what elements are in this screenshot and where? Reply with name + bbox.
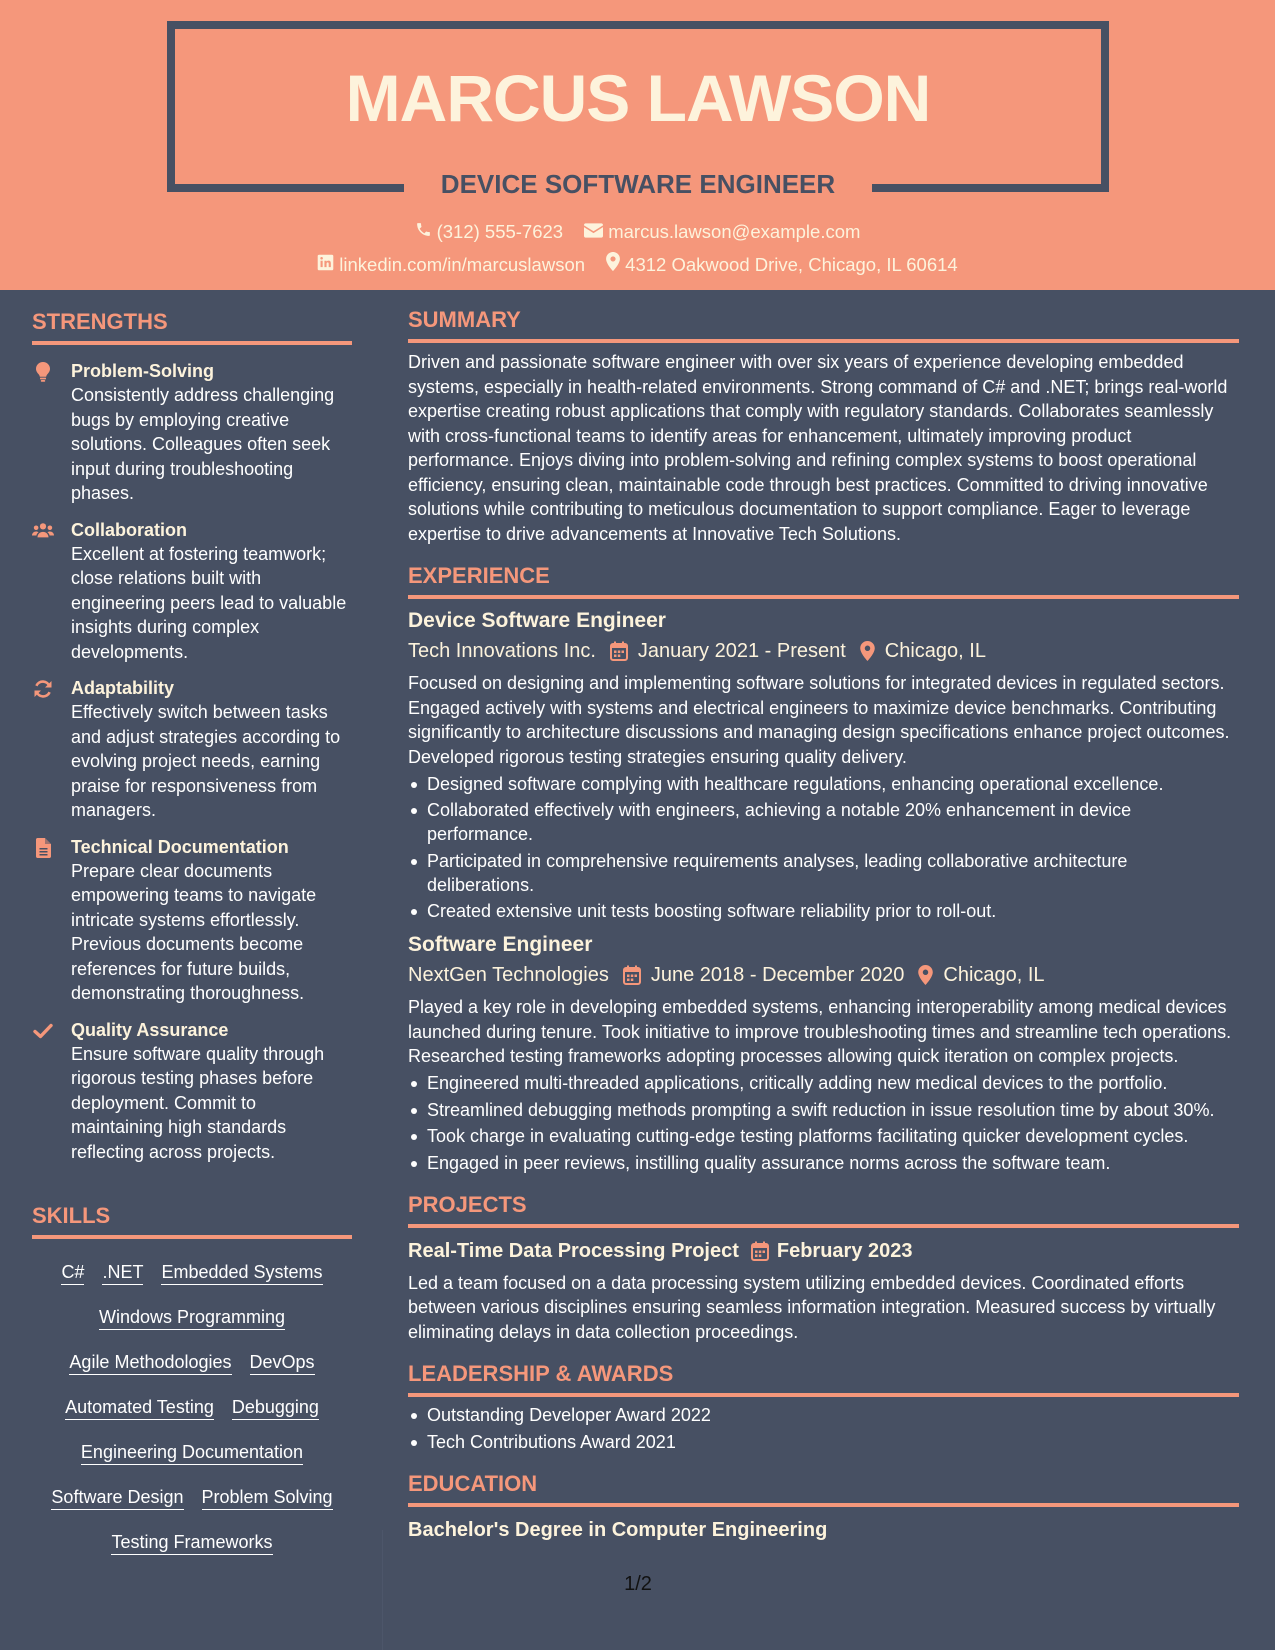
award-item: Tech Contributions Award 2021 <box>408 1430 1239 1454</box>
project-description: Led a team focused on a data processing system utilizing embedded devices. Coordinated efforts between various disciplines ensuring seamless information integration. Measured success by virtually eliminating delays in data collection proceedings. <box>408 1272 1216 1342</box>
skills-section <box>32 1184 352 1564</box>
strength-item <box>32 518 352 665</box>
sidebar <box>32 290 352 1564</box>
skills-row <box>36 1339 348 1384</box>
skill-tag: .NET <box>102 1261 143 1285</box>
strength-item <box>32 1018 352 1165</box>
skill-tag: Embedded Systems <box>161 1261 322 1285</box>
projects-heading: PROJECTS <box>408 1175 1239 1228</box>
strength-desc: Consistently address challenging bugs by employing creative solutions. Colleagues often seek input during troubleshooting phases. <box>71 385 335 503</box>
contact-row-2 <box>0 252 1275 277</box>
strength-desc: Ensure software quality through rigorous testing phases before deployment. Commit to maintaining high standards reflecting across projects. <box>71 1043 325 1162</box>
skill-tag: Software Design <box>51 1486 183 1510</box>
frame-line-left <box>167 184 404 192</box>
bullet-item: Engaged in peer reviews, instilling quality assurance norms across the software team. <box>408 1151 1239 1175</box>
strengths-heading: STRENGTHS <box>32 290 352 345</box>
experience-heading: EXPERIENCE <box>408 546 1239 599</box>
strength-item <box>32 359 352 506</box>
bullet-item: Participated in comprehensive requirements analyses, leading collaborative architecture deliberations. <box>408 849 1239 897</box>
job-dates: January 2021 - Present <box>637 640 846 662</box>
address-contact <box>606 252 958 277</box>
project-header <box>408 1238 1239 1264</box>
email-contact[interactable] <box>584 220 860 244</box>
skills-row <box>36 1474 348 1519</box>
job-meta <box>408 638 1239 664</box>
document-icon <box>32 838 54 858</box>
education-degree: Bachelor's Degree in Computer Engineering <box>408 1518 828 1541</box>
skill-tag: Automated Testing <box>65 1396 214 1420</box>
strengths-list <box>32 345 352 1164</box>
map-pin-icon <box>918 965 933 985</box>
strength-title: Quality Assurance <box>71 1019 229 1040</box>
column-divider <box>382 1530 383 1650</box>
contact-row-1 <box>0 220 1275 244</box>
strength-desc: Prepare clear documents empowering teams to navigate intricate systems effortlessly. Previous documents become references for future builds, demonstrating thoroughness. <box>71 860 317 1003</box>
address-text: 4312 Oakwood Drive, Chicago, IL 60614 <box>625 253 958 275</box>
bullet-item: Streamlined debugging methods prompting a swift reduction in issue resolution time by about 30%. <box>408 1098 1239 1122</box>
summary-text: Driven and passionate software engineer with over six years of experience developing embedded systems, especially in health-related environments. Strong command of C# and .NET; brings real-world expertise creating robust applications that comply with regulatory standards. Collaborates seamlessly with cross-functional teams to identify areas for enhancement, ultimately improving product performance. Enjoys diving into problem-solving and refining complex systems to boost operational efficiency, ensuring clean, maintainable code through best practices. Committed to driving innovative solutions while contributing to meticulous documentation to support compliance. Eager to leverage expertise to drive advancements at Innovative Tech Solutions. <box>408 352 1228 544</box>
summary-heading: SUMMARY <box>408 290 1239 343</box>
skill-tag: Problem Solving <box>202 1486 333 1510</box>
job-description: Focused on designing and implementing software solutions for integrated devices in regulated sectors. Engaged actively with systems and electrical engineers to maximize device benchmarks. Contributing significantly to architecture discussions and managing design specifications enhance project outcomes. Developed rigorous testing strategies ensuring quality delivery. <box>408 673 1230 767</box>
job-bullets <box>408 772 1239 924</box>
awards-list <box>408 1403 1239 1454</box>
lightbulb-icon <box>32 362 54 382</box>
job-company: NextGen Technologies <box>408 964 609 986</box>
job-title: Software Engineer <box>408 933 593 956</box>
skill-tag: C# <box>61 1261 84 1285</box>
skill-tag: Agile Methodologies <box>69 1351 231 1375</box>
map-pin-icon <box>606 252 625 277</box>
map-pin-icon <box>860 641 875 661</box>
bullet-item: Engineered multi-threaded applications, critically adding new medical devices to the portfolio. <box>408 1071 1239 1095</box>
strength-item <box>32 676 352 823</box>
check-icon <box>32 1021 54 1041</box>
sync-icon <box>32 679 54 699</box>
skills-list <box>32 1239 352 1564</box>
job-company: Tech Innovations Inc. <box>408 640 596 662</box>
candidate-name: MARCUS LAWSON <box>345 61 931 135</box>
phone-icon <box>415 220 437 244</box>
email-icon <box>584 220 608 244</box>
linkedin-contact[interactable] <box>317 253 585 277</box>
linkedin-icon <box>317 253 339 277</box>
skills-row <box>36 1429 348 1474</box>
resume-header <box>0 0 1275 290</box>
skill-tag: DevOps <box>250 1351 315 1375</box>
skill-tag: Windows Programming <box>99 1306 285 1330</box>
phone-contact[interactable] <box>415 220 564 244</box>
job-bullets <box>408 1071 1239 1175</box>
skills-heading: SKILLS <box>32 1184 352 1239</box>
bullet-item: Designed software complying with healthcare regulations, enhancing operational excellence. <box>408 772 1239 796</box>
job-title-heading: DEVICE SOFTWARE ENGINEER <box>440 169 836 199</box>
email-text: marcus.lawson@example.com <box>608 221 861 242</box>
skill-tag: Debugging <box>232 1396 319 1420</box>
skills-row <box>36 1249 348 1294</box>
strength-title: Collaboration <box>71 519 187 540</box>
frame-line-right <box>872 184 1109 192</box>
job-entry <box>408 931 1239 1175</box>
skill-tag: Engineering Documentation <box>81 1441 303 1465</box>
job-description: Played a key role in developing embedded systems, enhancing interoperability among medical devices launched during tenure. Took initiative to improve troubleshooting times and streamline tech operations. Researched testing frameworks adopting processes allowing quick iteration on complex projects. <box>408 997 1232 1066</box>
job-meta <box>408 962 1239 988</box>
skill-tag: Testing Frameworks <box>111 1531 272 1555</box>
job-title: Device Software Engineer <box>408 609 666 632</box>
skills-row <box>36 1384 348 1429</box>
calendar-icon <box>751 1241 769 1261</box>
skills-row <box>36 1294 348 1339</box>
project-name: Real-Time Data Processing Project <box>408 1239 739 1262</box>
phone-text: (312) 555-7623 <box>436 221 564 242</box>
strength-title: Problem-Solving <box>71 361 215 381</box>
calendar-icon <box>610 641 628 661</box>
calendar-icon <box>623 965 641 985</box>
bullet-item: Collaborated effectively with engineers, achieving a notable 20% enhancement in device performance. <box>408 798 1239 846</box>
strength-desc: Effectively switch between tasks and adjust strategies according to evolving project needs, earning praise for responsiveness from managers. <box>71 702 341 820</box>
strength-title: Technical Documentation <box>71 836 289 857</box>
main-column <box>408 290 1239 1543</box>
page-number: 1/2 <box>624 1573 652 1595</box>
strength-title: Adaptability <box>71 678 175 698</box>
project-date: February 2023 <box>776 1239 913 1262</box>
job-dates: June 2018 - December 2020 <box>650 964 905 986</box>
job-entry <box>408 607 1239 923</box>
job-location: Chicago, IL <box>943 964 1045 986</box>
skills-row <box>36 1519 348 1564</box>
bullet-item: Took charge in evaluating cutting-edge testing platforms facilitating quicker development cycles. <box>408 1124 1239 1148</box>
strength-desc: Excellent at fostering teamwork; close relations built with engineering peers lead to valuable insights during complex developments. <box>71 543 347 662</box>
award-item: Outstanding Developer Award 2022 <box>408 1403 1239 1427</box>
linkedin-text: linkedin.com/in/marcuslawson <box>339 254 586 275</box>
users-icon <box>32 521 54 541</box>
job-location: Chicago, IL <box>884 640 986 662</box>
awards-heading: LEADERSHIP & AWARDS <box>408 1344 1239 1397</box>
bullet-item: Created extensive unit tests boosting software reliability prior to roll-out. <box>408 899 1239 923</box>
strength-item <box>32 835 352 1006</box>
education-heading: EDUCATION <box>408 1454 1239 1507</box>
